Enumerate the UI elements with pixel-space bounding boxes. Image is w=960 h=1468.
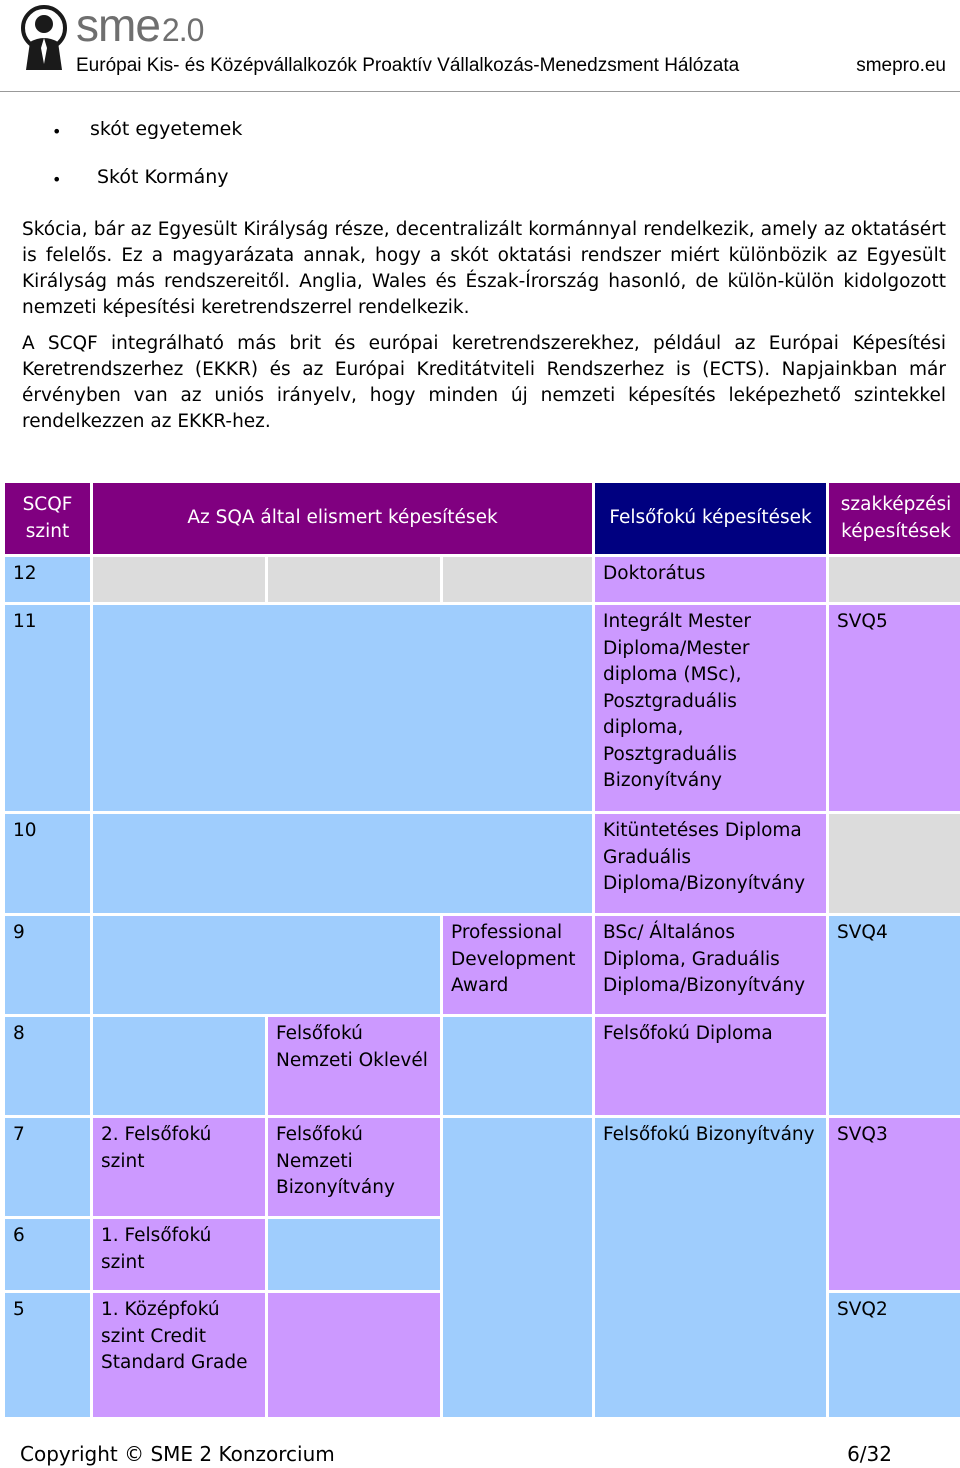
empty-cell <box>443 1118 592 1417</box>
header-tagline: Európai Kis- és Középvállalkozók Proaktív Vállalkozás-Menedzsment Hálózata <box>76 55 740 76</box>
level-cell: 9 <box>5 916 90 1014</box>
brand-version: 2.0 <box>161 12 204 48</box>
vocational-cell: SVQ4 <box>829 916 960 1115</box>
sqa-cell: 2. Felsőfokú szint <box>93 1118 265 1216</box>
paragraph: A SCQF integrálható más brit és európai keretrendszerekhez, például az Európai Képesítési Keretrendszerhez (EKKR) és az Európai Kreditátviteli Rendszerhez is (ECTS). Napjainkban már érvényben van az uniós irányelv, hogy minden új nemzeti képesítés leképezhető szintekkel rendelkezzen az EKKR-hez. <box>22 333 946 432</box>
table-row <box>5 1017 960 1115</box>
empty-cell <box>93 605 592 811</box>
scqf-table <box>2 480 960 1420</box>
level-cell: 7 <box>5 1118 90 1216</box>
page-header <box>0 0 960 92</box>
site-link[interactable]: smepro.eu <box>856 55 946 76</box>
empty-cell <box>443 1017 592 1115</box>
empty-cell <box>93 916 440 1014</box>
higher-cell: Doktorátus <box>595 557 826 602</box>
level-cell: 10 <box>5 814 90 913</box>
empty-cell <box>268 1219 440 1290</box>
empty-cell <box>268 1293 440 1417</box>
table-header-row <box>5 483 960 554</box>
person-logo-icon <box>20 4 68 70</box>
sqa-cell: Felsőfokú Nemzeti Oklevél <box>268 1017 440 1115</box>
vocational-cell: SVQ2 <box>829 1293 960 1417</box>
sqa-cell: Felsőfokú Nemzeti Bizonyítvány <box>268 1118 440 1216</box>
list-item-text: Skót Kormány <box>97 166 229 188</box>
higher-cell: Felsőfokú Diploma <box>595 1017 826 1115</box>
brand-logo: sme2.0 <box>76 0 204 51</box>
level-cell: 6 <box>5 1219 90 1290</box>
sqa-cell: 1. Felsőfokú szint <box>93 1219 265 1290</box>
level-cell: 11 <box>5 605 90 811</box>
vocational-cell: SVQ3 <box>829 1118 960 1290</box>
empty-cell <box>93 1017 265 1115</box>
page-footer <box>20 1442 892 1466</box>
table-row <box>5 916 960 1014</box>
table-row <box>5 814 960 913</box>
table-row <box>5 557 960 602</box>
higher-cell: Kitüntetéses Diploma Graduális Diploma/Bizonyítvány <box>595 814 826 913</box>
list-item-text: skót egyetemek <box>90 118 243 140</box>
header-higher: Felsőfokú képesítések <box>595 483 826 554</box>
higher-cell: Integrált Mester Diploma/Mester diploma (MSc), Posztgraduális diploma, Posztgraduális Bizonyítvány <box>595 605 826 811</box>
header-divider <box>0 91 960 92</box>
copyright-text: Copyright © SME 2 Konzorcium <box>20 1442 335 1466</box>
level-cell: 8 <box>5 1017 90 1115</box>
sqa-cell: Professional Development Award <box>443 916 592 1014</box>
table-row <box>5 1118 960 1216</box>
header-vocational: szakképzési képesítések <box>829 483 960 554</box>
higher-cell: BSc/ Általános Diploma, Graduális Diploma/Bizonyítvány <box>595 916 826 1014</box>
level-cell: 5 <box>5 1293 90 1417</box>
header-level: SCQF szint <box>5 483 90 554</box>
empty-cell <box>268 557 440 602</box>
bullet-icon: • <box>52 122 62 141</box>
higher-cell: Felsőfokú Bizonyítvány <box>595 1118 826 1417</box>
paragraph: Skócia, bár az Egyesült Királyság része, decentralizált kormánnyal rendelkezik, amely az oktatásért is felelős. Ez a magyarázata annak, hogy a skót oktatási rendszer miért különbözik az Egyesült Királyság más rendszereitől. Anglia, Wales és Észak-Írország hasonló, de külön-külön kidolgozott nemzeti képesítési keretrendszerrel rendelkezik. <box>22 219 946 318</box>
sqa-cell: 1. Középfokú szint Credit Standard Grade <box>93 1293 265 1417</box>
empty-cell <box>93 814 592 913</box>
empty-cell <box>443 557 592 602</box>
empty-cell <box>829 814 960 913</box>
level-cell: 12 <box>5 557 90 602</box>
header-sqa: Az SQA által elismert képesítések <box>93 483 592 554</box>
table-row <box>5 605 960 811</box>
bullet-icon: • <box>52 170 62 189</box>
empty-cell <box>829 557 960 602</box>
vocational-cell: SVQ5 <box>829 605 960 811</box>
page-number: 6/32 <box>847 1442 892 1466</box>
empty-cell <box>93 557 265 602</box>
